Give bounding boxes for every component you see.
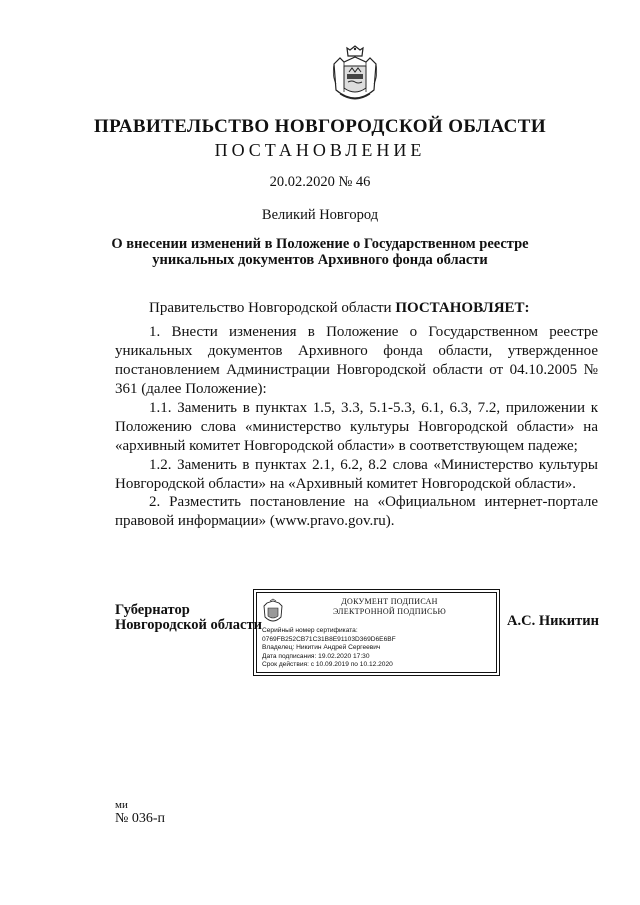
- item-2-text: 2. Разместить постановление на «Официальном интернет-портале правовой информации» (www.pravo.gov.ru).: [115, 494, 598, 529]
- item-1-1-text: 1.1. Заменить в пунктах 1.5, 3.3, 5.1-5.3, 6.1, 6.3, 7.2, приложении к Положению слова «министерство культуры Новгородской области» на «архивный комитет Новгородской области» в соответствующем падеже;: [115, 400, 598, 454]
- subject-line-2: уникальных документов Архивного фонда области: [152, 252, 488, 268]
- footer-initials: ми: [115, 799, 128, 811]
- footer-number: № 036-п: [115, 811, 166, 826]
- stamp-heading: [287, 597, 492, 617]
- coat-of-arms-emblem: [330, 44, 380, 108]
- electronic-signature-stamp: [253, 589, 500, 676]
- governor-position-line-2: Новгородской области: [115, 617, 262, 633]
- item-1-1: [115, 399, 598, 456]
- document-place: Великий Новгород: [261, 207, 379, 223]
- document-subject: [0, 236, 640, 268]
- preamble-bold: ПОСТАНОВЛЯЕТ:: [395, 300, 530, 316]
- stamp-heading-line-1: ДОКУМЕНТ ПОДПИСАН: [341, 597, 438, 606]
- governor-position: [115, 603, 262, 633]
- government-title: ПРАВИТЕЛЬСТВО НОВГОРОДСКОЙ ОБЛАСТИ: [94, 116, 546, 137]
- preamble: [115, 299, 598, 318]
- footer-reference: [115, 799, 165, 825]
- item-1-2: [115, 456, 598, 494]
- item-1-2-text: 1.2. Заменить в пунктах 2.1, 6.2, 8.2 слова «Министерство культуры Новгородской области» на «Архивный комитет Новгородской области».: [115, 457, 598, 492]
- stamp-validity: Срок действия: с 10.09.2019 по 10.12.2020: [262, 661, 393, 669]
- stamp-details: [262, 627, 396, 670]
- document-date-number: 20.02.2020 № 46: [269, 174, 371, 190]
- item-2: [115, 493, 598, 531]
- stamp-cert-label: Серийный номер сертификата:: [262, 627, 358, 634]
- document-type: ПОСТАНОВЛЕНИЕ: [214, 140, 426, 160]
- stamp-coat-of-arms-icon: [262, 598, 284, 625]
- stamp-owner: Владелец: Никитин Андрей Сергеевич: [262, 644, 381, 652]
- governor-position-line-1: Губернатор: [115, 602, 190, 618]
- subject-line-1: О внесении изменений в Положение о Государственном реестре: [111, 236, 529, 252]
- stamp-cert-number: 0769FB252CB71C31B8E91103D369D6E6BF: [262, 635, 396, 643]
- preamble-text: Правительство Новгородской области: [149, 300, 396, 316]
- stamp-inner-frame: [256, 592, 497, 673]
- stamp-signed-date: Дата подписания: 19.02.2020 17:30: [262, 652, 370, 660]
- item-1-text: 1. Внести изменения в Положение о Государственном реестре уникальных документов Архивного фонда области, утвержденное постановлением Администрации Новгородской области от 04.10.2005 № 361 (далее Положение):: [115, 324, 598, 397]
- signer-name: А.С. Никитин: [507, 613, 599, 629]
- stamp-heading-line-2: ЭЛЕКТРОННОЙ ПОДПИСЬЮ: [332, 607, 447, 616]
- item-1: [115, 323, 598, 399]
